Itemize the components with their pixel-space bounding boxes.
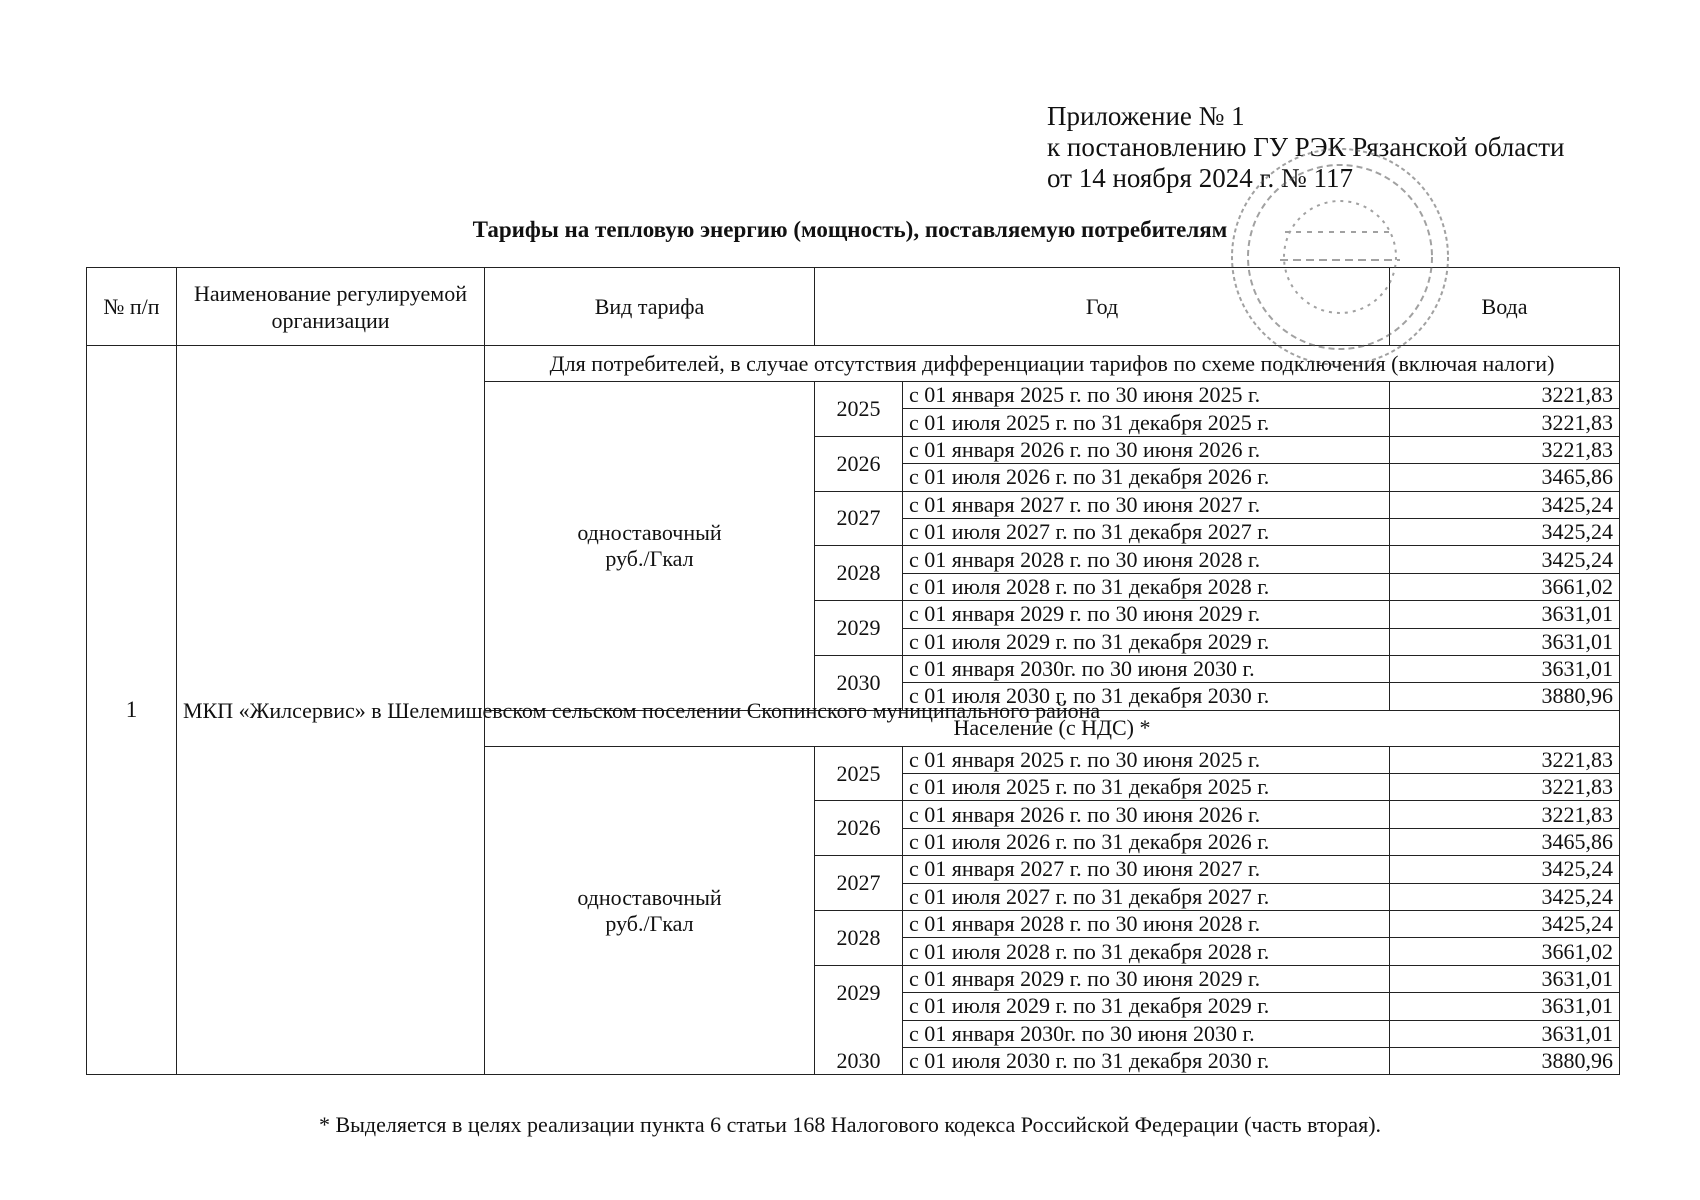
period-cell: с 01 января 2030г. по 30 июня 2030 г. [903,1020,1390,1047]
year-cell: 2025 [815,382,903,437]
period-cell: с 01 июля 2025 г. по 31 декабря 2025 г. [903,409,1390,436]
year-cell: 2027 [815,491,903,546]
period-cell: с 01 июля 2028 г. по 31 декабря 2028 г. [903,573,1390,600]
tariff-value-cell: 3425,24 [1390,883,1620,910]
period-cell: с 01 января 2025 г. по 30 июня 2025 г. [903,746,1390,773]
period-cell: с 01 июля 2026 г. по 31 декабря 2026 г. [903,464,1390,491]
year-label: 2029 [836,979,881,1005]
period-cell: с 01 июля 2030 г. по 31 декабря 2030 г. [903,683,1390,710]
header-water: Вода [1390,268,1620,346]
tariff-value-cell: 3221,83 [1390,774,1620,801]
tariff-value-cell: 3465,86 [1390,828,1620,855]
appendix-line-2: к постановлению ГУ РЭК Рязанской области [1047,132,1565,162]
document-title: Тарифы на тепловую энергию (мощность), поставляемую потребителям [472,217,1228,242]
tariff-value-cell: 3631,01 [1390,1020,1620,1047]
header-organization: Наименование регулируемой организации [177,268,485,346]
tariff-name: одноставочный [577,519,722,545]
period-cell: с 01 января 2026 г. по 30 июня 2026 г. [903,801,1390,828]
section-label: Для потребителей, в случае отсутствия дифференциации тарифов по схеме подключения (включая налоги) [485,346,1620,382]
tariff-value-cell: 3631,01 [1390,655,1620,682]
organization-name: МКП «Жилсервис» в Шелемишевском сельском поселении Скопинского муниципального района [177,346,485,1075]
tariff-value-cell: 3880,96 [1390,683,1620,710]
tariff-value-cell: 3661,02 [1390,573,1620,600]
tariff-type-cell [485,746,815,1075]
period-cell: с 01 июля 2025 г. по 31 декабря 2025 г. [903,774,1390,801]
tariff-table [86,267,1620,1075]
year-cell: 2025 [815,746,903,801]
section-label: Население (с НДС) * [485,710,1620,746]
tariff-table-body [87,268,1620,1075]
tariff-value-cell: 3221,83 [1390,746,1620,773]
period-cell: с 01 июля 2030 г. по 31 декабря 2030 г. [903,1047,1390,1074]
period-cell: с 01 июля 2029 г. по 31 декабря 2029 г. [903,993,1390,1020]
appendix-header [1047,101,1564,194]
period-cell: с 01 января 2030г. по 30 июня 2030 г. [903,655,1390,682]
year-cell: 2026 [815,801,903,856]
period-cell: с 01 января 2028 г. по 30 июня 2028 г. [903,911,1390,938]
period-cell: с 01 июля 2027 г. по 31 декабря 2027 г. [903,518,1390,545]
tariff-unit: руб./Гкал [605,910,694,936]
year-cell: 2028 [815,911,903,966]
year-cell: 2029 [815,601,903,656]
period-cell: с 01 января 2029 г. по 30 июня 2029 г. [903,601,1390,628]
year-cell [815,965,903,1075]
tariff-value-cell: 3631,01 [1390,993,1620,1020]
tariff-value-cell: 3221,83 [1390,409,1620,436]
period-cell: с 01 января 2027 г. по 30 июня 2027 г. [903,491,1390,518]
year-cell: 2027 [815,856,903,911]
tariff-value-cell: 3465,86 [1390,464,1620,491]
tariff-value-cell: 3221,83 [1390,436,1620,463]
footnote: * Выделяется в целях реализации пункта 6 статьи 168 Налогового кодекса Российской Федерации (часть вторая). [318,1112,1382,1137]
tariff-value-cell: 3425,24 [1390,856,1620,883]
year-label: 2030 [836,1048,881,1074]
period-cell: с 01 января 2028 г. по 30 июня 2028 г. [903,546,1390,573]
tariff-type-cell [485,382,815,711]
appendix-line-1: Приложение № 1 [1047,101,1245,131]
period-cell: с 01 января 2027 г. по 30 июня 2027 г. [903,856,1390,883]
table-header-row [87,268,1620,346]
tariff-name: одноставочный [577,884,722,910]
tariff-value-cell: 3661,02 [1390,938,1620,965]
header-tariff-type: Вид тарифа [485,268,815,346]
header-num: № п/п [87,268,177,346]
tariff-value-cell: 3221,83 [1390,382,1620,409]
tariff-value-cell: 3221,83 [1390,801,1620,828]
period-cell: с 01 января 2025 г. по 30 июня 2025 г. [903,382,1390,409]
tariff-unit: руб./Гкал [605,545,694,571]
period-cell: с 01 июля 2026 г. по 31 декабря 2026 г. [903,828,1390,855]
tariff-value-cell: 3425,24 [1390,518,1620,545]
period-cell: с 01 января 2029 г. по 30 июня 2029 г. [903,965,1390,992]
tariff-value-cell: 3425,24 [1390,491,1620,518]
period-cell: с 01 января 2026 г. по 30 июня 2026 г. [903,436,1390,463]
tariff-value-cell: 3631,01 [1390,965,1620,992]
tariff-value-cell: 3425,24 [1390,911,1620,938]
section-row [87,346,1620,382]
header-year: Год [815,268,1390,346]
period-cell: с 01 июля 2029 г. по 31 декабря 2029 г. [903,628,1390,655]
period-cell: с 01 июля 2028 г. по 31 декабря 2028 г. [903,938,1390,965]
row-number: 1 [87,346,177,1075]
period-cell: с 01 июля 2027 г. по 31 декабря 2027 г. [903,883,1390,910]
tariff-value-cell: 3880,96 [1390,1047,1620,1074]
tariff-value-cell: 3631,01 [1390,601,1620,628]
year-cell: 2028 [815,546,903,601]
year-cell: 2030 [815,655,903,710]
year-cell: 2026 [815,436,903,491]
appendix-line-3: от 14 ноября 2024 г. № 117 [1047,163,1353,193]
tariff-value-cell: 3631,01 [1390,628,1620,655]
tariff-value-cell: 3425,24 [1390,546,1620,573]
